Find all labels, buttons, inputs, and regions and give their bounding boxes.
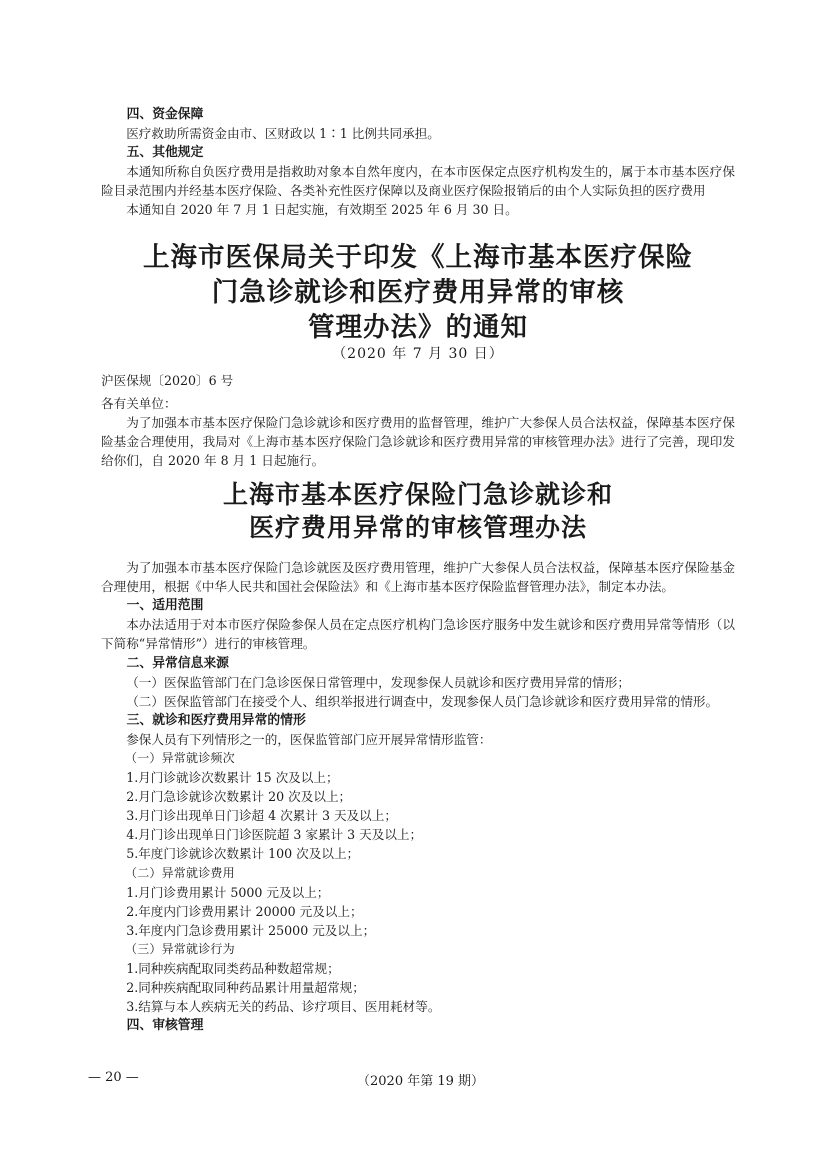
list-item: 1.同种疾病配取同类药品种数超常规； — [126, 961, 340, 976]
list-item: 2.同种疾病配取同种药品累计用量超常规； — [126, 980, 365, 996]
section-heading-scope: 一、适用范围 — [126, 598, 204, 614]
section-heading-review: 四、审核管理 — [126, 1018, 204, 1034]
source-item: （二）医保监管部门在接受个人、组织举报进行调查中，发现参保人员门急诊就诊和医疗费用异常的情形。 — [126, 693, 719, 709]
list-item: 1.月门诊费用累计 5000 元及以上； — [126, 884, 330, 900]
section-heading-source: 二、异常信息来源 — [126, 655, 229, 671]
source-item: （一）医保监管部门在门急诊医保日常管理中，发现参保人员就诊和医疗费用异常的情形； — [126, 674, 630, 690]
document-page — [101, 105, 735, 1035]
notice-title — [101, 240, 735, 345]
list-item: 3.年度内门急诊费用累计 25000 元及以上； — [126, 922, 376, 938]
document-number: 沪医保规〔2020〕6 号 — [101, 372, 234, 388]
notice-title-line: 管理办法》的通知 — [308, 311, 528, 343]
page-number: — 20 — — [88, 1070, 139, 1085]
list-item: 5.年度门诊就诊次数累计 100 次及以上； — [126, 846, 360, 862]
issue-label: （2020 年第 19 期） — [357, 1074, 485, 1089]
group-heading-behavior: （三）异常就诊行为 — [125, 941, 235, 956]
paragraph-other-1: 本通知所称自负医疗费用是指救助对象本自然年度内，在本市医保定点医疗机构发生的，属于本市基本医疗保险目录范围内并经基本医疗保险、各类补充性医疗保障以及商业医疗保险报销后的由个人实际负担的医疗费用 — [101, 164, 735, 199]
salutation: 各有关单位： — [101, 395, 177, 411]
measures-intro: 为了加强本市基本医疗保险门急诊就医及医疗费用管理，维护广大参保人员合法权益，保障基本医疗保险基金合理使用，根据《中华人民共和国社会保险法》和《上海市基本医疗保险监督管理办法》，制定本办法。 — [101, 560, 735, 595]
group-heading-frequency: （一）异常就诊频次 — [125, 750, 235, 765]
paragraph-funding: 医疗救助所需资金由市、区财政以 1∶1 比例共同承担。 — [126, 126, 440, 142]
group-heading-cost: （二）异常就诊费用 — [125, 865, 235, 880]
section-heading-other: 五、其他规定 — [126, 145, 204, 161]
list-item: 2.月门急诊就诊次数累计 20 次及以上； — [126, 789, 352, 805]
section-heading-funding: 四、资金保障 — [126, 107, 204, 122]
paragraph-scope: 本办法适用于对本市医疗保险参保人员在定点医疗机构门急诊医疗服务中发生就诊和医疗费用异常等情形（以下简称“异常情形”）进行的审核管理。 — [101, 617, 735, 652]
notice-body: 为了加强本市基本医疗保险门急诊就诊和医疗费用的监督管理，维护广大参保人员合法权益，保障基本医疗保险基金合理使用，我局对《上海市基本医疗保险门急诊就诊和医疗费用异常的审核管理办法》进行了完善，现印发给你们，自 2020 年 8 月 1 日起施行。 — [101, 414, 735, 468]
measures-title-line: 上海市基本医疗保险门急诊就诊和 — [222, 480, 613, 510]
list-item: 2.年度内门诊费用累计 20000 元及以上； — [126, 903, 363, 919]
measures-title-line: 医疗费用异常的审核管理办法 — [248, 513, 587, 543]
list-item: 1.月门诊就诊次数累计 15 次及以上； — [126, 770, 339, 786]
notice-title-line: 上海市医保局关于印发《上海市基本医疗保险 — [143, 241, 693, 273]
list-item: 3.结算与本人疾病无关的药品、诊疗项目、医用耗材等。 — [126, 999, 441, 1015]
notice-date: （2020 年 7 月 30 日） — [332, 345, 504, 362]
measures-title — [101, 478, 735, 544]
section-heading-abnormal: 三、就诊和医疗费用异常的情形 — [126, 712, 306, 728]
abnormal-intro: 参保人员有下列情形之一的，医保监管部门应开展异常情形监管： — [126, 731, 492, 747]
paragraph-other-2: 本通知自 2020 年 7 月 1 日起实施，有效期至 2025 年 6 月 30 日。 — [126, 202, 518, 218]
list-item: 3.月门诊出现单日门诊超 4 次累计 3 天及以上； — [126, 808, 397, 824]
list-item: 4.月门诊出现单日门诊医院超 3 家累计 3 天及以上； — [126, 827, 423, 843]
notice-title-line: 门急诊就诊和医疗费用异常的审核 — [211, 276, 625, 308]
